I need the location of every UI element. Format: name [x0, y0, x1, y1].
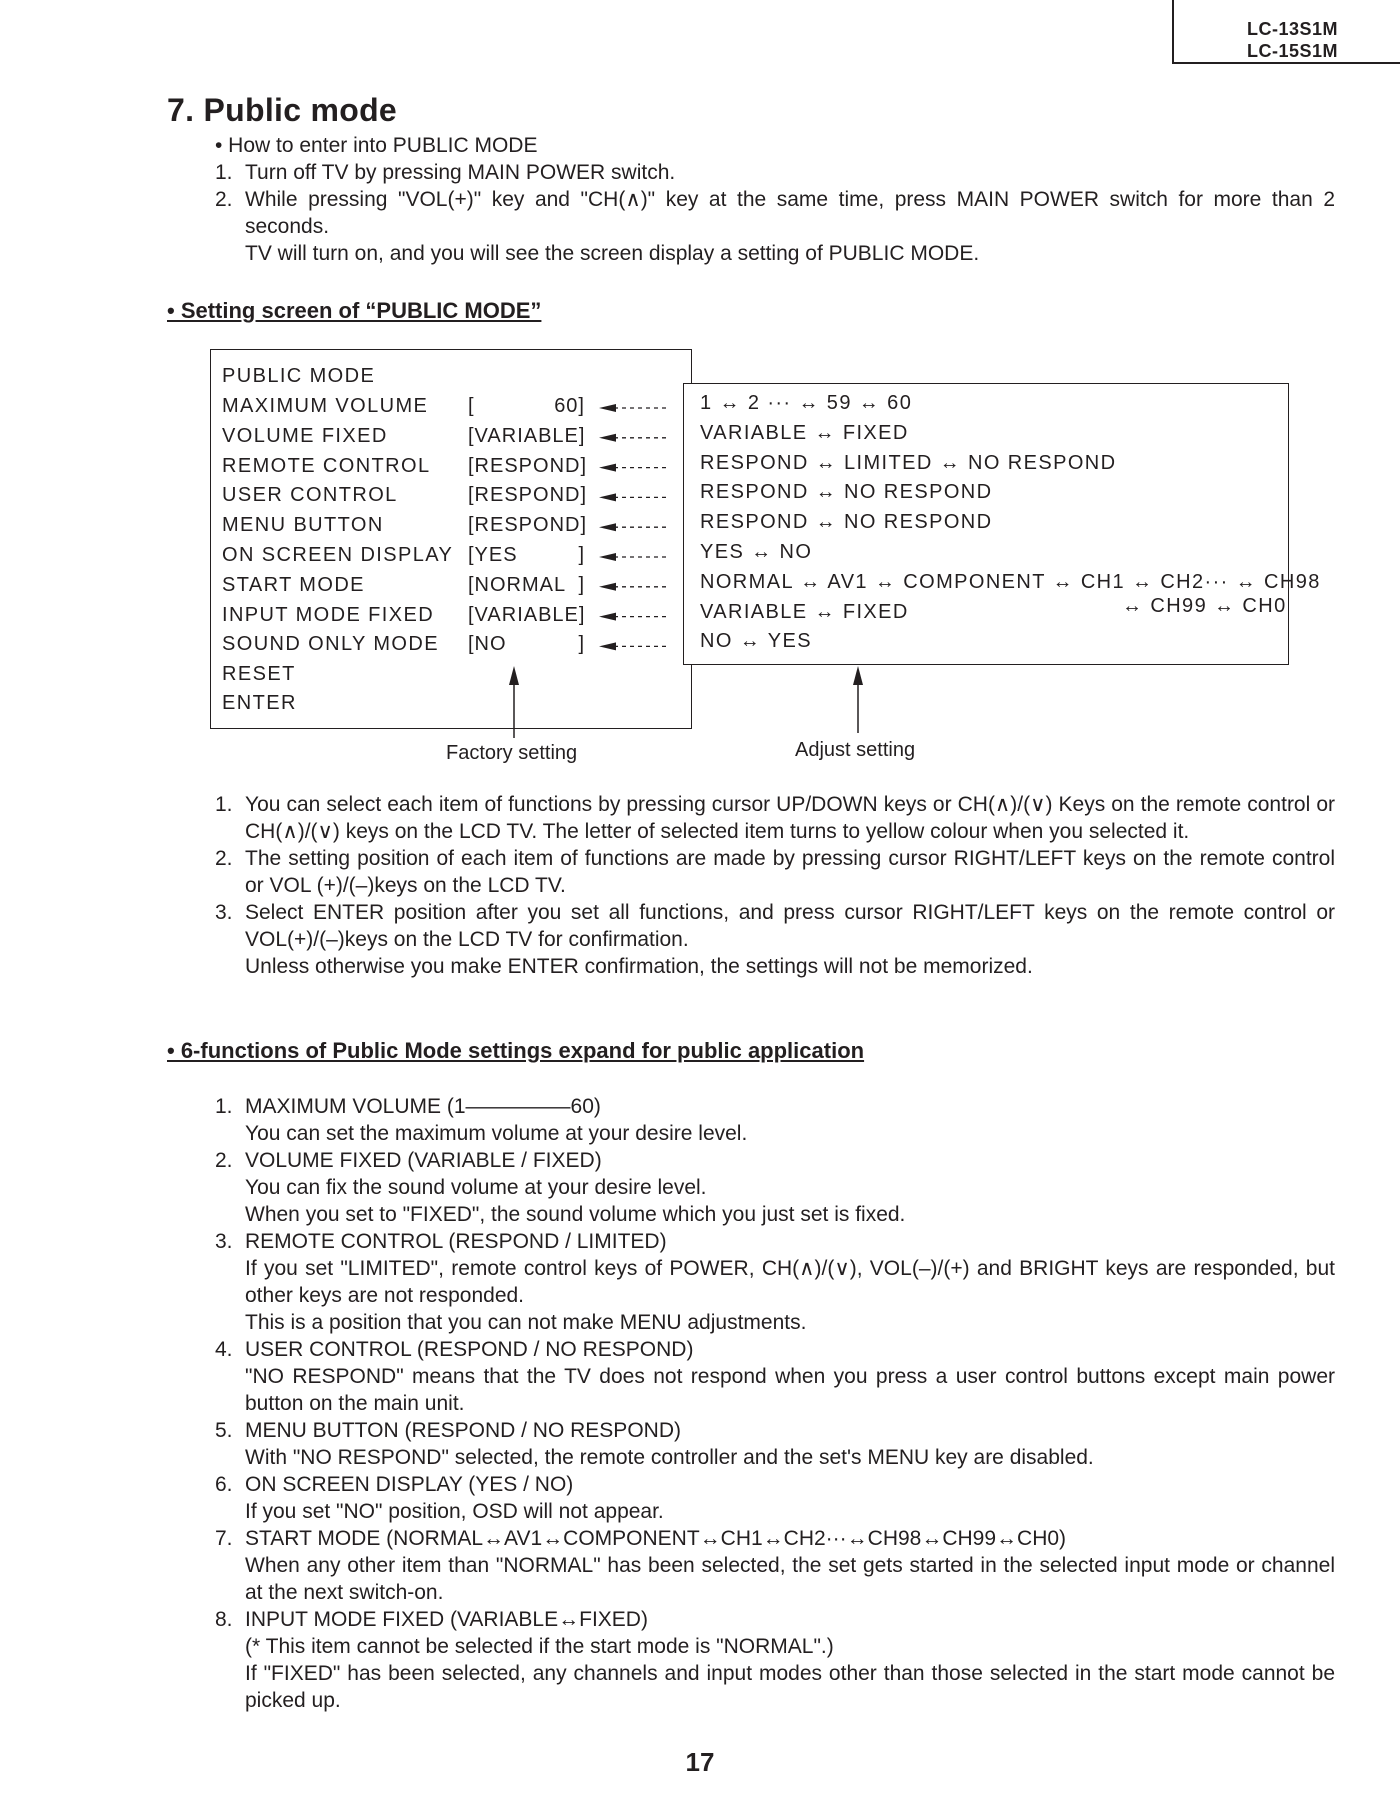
osd-item-value-end: ]	[578, 573, 585, 596]
adjust-option-line: YES ↔ NO	[700, 541, 813, 563]
function-number: 4.	[215, 1338, 233, 1361]
function-item	[215, 1417, 1335, 1471]
instructions-note: Unless otherwise you make ENTER confirmation, the settings will not be memorized.	[245, 955, 1033, 978]
osd-reset: RESET	[222, 663, 296, 685]
function-heading: ON SCREEN DISPLAY (YES / NO)	[245, 1473, 574, 1496]
function-heading: START MODE (NORMAL↔AV1↔COMPONENT↔CH1↔CH2···↔CH98↔CH99↔CH0)	[245, 1527, 1067, 1550]
osd-item-value: [NORMAL	[468, 573, 567, 596]
step-text: Turn off TV by pressing MAIN POWER switch.	[245, 161, 676, 184]
osd-item-label: MENU BUTTON	[222, 514, 384, 537]
osd-item-label: INPUT MODE FIXED	[222, 603, 435, 626]
osd-item-label: MAXIMUM VOLUME	[222, 395, 429, 417]
function-body	[245, 1093, 1335, 1147]
function-number: 8.	[215, 1608, 233, 1631]
function-number: 3.	[215, 1230, 233, 1253]
adjust-option-line: VARIABLE ↔ FIXED	[700, 421, 909, 444]
factory-setting-caption: Factory setting	[446, 742, 578, 764]
step-number: 2.	[215, 188, 233, 211]
function-body	[245, 1147, 1335, 1228]
function-description: (* This item cannot be selected if the start mode is "NORMAL".)	[245, 1635, 834, 1658]
function-item	[215, 1147, 1335, 1228]
osd-item-label: SOUND ONLY MODE	[222, 633, 439, 656]
function-body	[245, 1525, 1335, 1606]
adjust-setting-caption: Adjust setting	[795, 739, 916, 761]
osd-item-value: [YES	[468, 544, 518, 566]
page-number: 17	[685, 1747, 715, 1777]
model-line-1: LC-13S1M	[1246, 19, 1338, 39]
intro-bullet: • How to enter into PUBLIC MODE	[215, 134, 538, 157]
step-number: 1.	[215, 161, 233, 184]
osd-item-value: [RESPOND]	[468, 454, 588, 477]
osd-item-value: [RESPOND]	[468, 484, 588, 507]
osd-item-label: VOLUME FIXED	[222, 424, 388, 447]
function-heading: MENU BUTTON (RESPOND / NO RESPOND)	[245, 1419, 681, 1442]
intro-note: TV will turn on, and you will see the screen display a setting of PUBLIC MODE.	[245, 242, 980, 265]
dashed-arrow-head	[599, 523, 616, 531]
dashed-arrow-head	[599, 583, 616, 591]
function-description: If "FIXED" has been selected, any channels and input modes other than those selected in the start mode cannot be picked up.	[245, 1662, 1335, 1712]
osd-item-value: [RESPOND]	[468, 514, 588, 537]
function-body	[245, 1417, 1335, 1471]
osd-item-value: [NO	[468, 633, 507, 656]
function-number: 6.	[215, 1473, 233, 1496]
function-description: You can set the maximum volume at your desire level.	[245, 1122, 748, 1145]
function-description: This is a position that you can not make MENU adjustments.	[245, 1311, 807, 1334]
dashed-arrow-head	[599, 613, 616, 621]
function-item	[215, 1606, 1335, 1714]
dashed-arrow-head	[599, 642, 616, 650]
osd-item-label: START MODE	[222, 573, 365, 596]
dashed-arrow-head	[599, 553, 616, 561]
osd-item-value: [VARIABLE]	[468, 603, 586, 626]
adjust-option-line: NORMAL ↔ AV1 ↔ COMPONENT ↔ CH1 ↔ CH2··· ↔ CH98	[700, 570, 1321, 593]
adjust-option-line: NO ↔ YES	[700, 630, 812, 653]
instruction-text: Select ENTER position after you set all functions, and press cursor RIGHT/LEFT keys on the remote control or VOL(+)/(–)keys on the LCD TV for confirmation.	[245, 901, 1335, 951]
osd-item-value-end: 60]	[554, 395, 585, 417]
start-mode-options-cont: ↔ CH99 ↔ CH0	[1122, 595, 1287, 617]
function-description: With "NO RESPOND" selected, the remote controller and the set's MENU key are disabled.	[245, 1446, 1094, 1469]
dashed-arrow-head	[599, 464, 616, 472]
model-line-2: LC-15S1M	[1246, 41, 1338, 61]
dashed-arrow-head	[599, 434, 616, 442]
adjust-option-line: RESPOND ↔ NO RESPOND	[700, 481, 993, 504]
function-item	[215, 1228, 1335, 1336]
functions-heading: • 6-functions of Public Mode settings expand for public application	[167, 1038, 865, 1063]
step-text: While pressing "VOL(+)" key and "CH(∧)" key at the same time, press MAIN POWER switch for more than 2 seconds.	[245, 188, 1335, 238]
function-description: "NO RESPOND" means that the TV does not respond when you press a user control buttons except main power button on the main unit.	[245, 1365, 1335, 1415]
function-item	[215, 1471, 1335, 1525]
instruction-item	[215, 899, 1335, 953]
osd-item-value-end: ]	[578, 544, 585, 566]
function-item	[215, 1093, 1335, 1147]
function-description: If you set "NO" position, OSD will not appear.	[245, 1500, 664, 1523]
function-heading: VOLUME FIXED (VARIABLE / FIXED)	[245, 1149, 602, 1172]
function-body	[245, 1471, 1335, 1525]
dashed-arrow-head	[599, 404, 616, 412]
function-item	[215, 1336, 1335, 1417]
function-number: 5.	[215, 1419, 233, 1442]
instruction-item	[215, 791, 1335, 845]
instruction-number: 1.	[215, 793, 233, 816]
instruction-item	[215, 845, 1335, 899]
adjust-pointer-arrowhead	[853, 666, 863, 685]
function-number: 1.	[215, 1095, 233, 1118]
osd-item-value: [	[468, 395, 475, 417]
instruction-number: 3.	[215, 901, 233, 924]
function-body	[245, 1228, 1335, 1336]
function-heading: REMOTE CONTROL (RESPOND / LIMITED)	[245, 1230, 667, 1253]
adjust-option-line: RESPOND ↔ LIMITED ↔ NO RESPOND	[700, 451, 1117, 474]
function-number: 7.	[215, 1527, 233, 1550]
adjust-option-line: 1 ↔ 2 ··· ↔ 59 ↔ 60	[700, 392, 913, 414]
functions-list	[215, 1093, 1335, 1714]
factory-pointer-arrowhead	[509, 666, 519, 685]
function-heading: USER CONTROL (RESPOND / NO RESPOND)	[245, 1338, 694, 1361]
adjust-option-line: VARIABLE ↔ FIXED	[700, 600, 909, 623]
function-body	[245, 1606, 1335, 1714]
adjust-option-line: RESPOND ↔ NO RESPOND	[700, 511, 993, 534]
function-number: 2.	[215, 1149, 233, 1172]
setting-screen-heading: • Setting screen of “PUBLIC MODE”	[167, 298, 542, 323]
function-heading: MAXIMUM VOLUME (1—————60)	[245, 1095, 601, 1118]
osd-title: PUBLIC MODE	[222, 365, 376, 387]
osd-item-label: REMOTE CONTROL	[222, 454, 431, 477]
instruction-number: 2.	[215, 847, 233, 870]
instruction-text: You can select each item of functions by pressing cursor UP/DOWN keys or CH(∧)/(∨) Keys on the remote control or CH(∧)/(∨) keys on the LCD TV. The letter of selected item turns to yellow colour when you selected it.	[245, 793, 1335, 843]
function-description: When you set to "FIXED", the sound volume which you just set is fixed.	[245, 1203, 906, 1226]
osd-enter: ENTER	[222, 692, 297, 714]
page-title: 7. Public mode	[167, 92, 398, 128]
osd-item-value-end: ]	[578, 633, 585, 656]
function-body	[245, 1336, 1335, 1417]
instruction-text: The setting position of each item of functions are made by pressing cursor RIGHT/LEFT keys on the remote control or VOL (+)/(–)keys on the LCD TV.	[245, 847, 1335, 897]
function-heading: INPUT MODE FIXED (VARIABLE↔FIXED)	[245, 1608, 648, 1631]
function-description: If you set "LIMITED", remote control keys of POWER, CH(∧)/(∨), VOL(–)/(+) and BRIGHT keys are responded, but other keys are not responded.	[245, 1257, 1335, 1307]
function-description: You can fix the sound volume at your desire level.	[245, 1176, 707, 1199]
function-description: When any other item than "NORMAL" has been selected, the set gets started in the selected input mode or channel at the next switch-on.	[245, 1554, 1335, 1604]
function-item	[215, 1525, 1335, 1606]
osd-item-label: USER CONTROL	[222, 484, 398, 507]
instructions-section	[215, 791, 1335, 980]
dashed-arrow-head	[599, 493, 616, 501]
osd-item-value: [VARIABLE]	[468, 424, 586, 447]
osd-item-label: ON SCREEN DISPLAY	[222, 544, 454, 566]
